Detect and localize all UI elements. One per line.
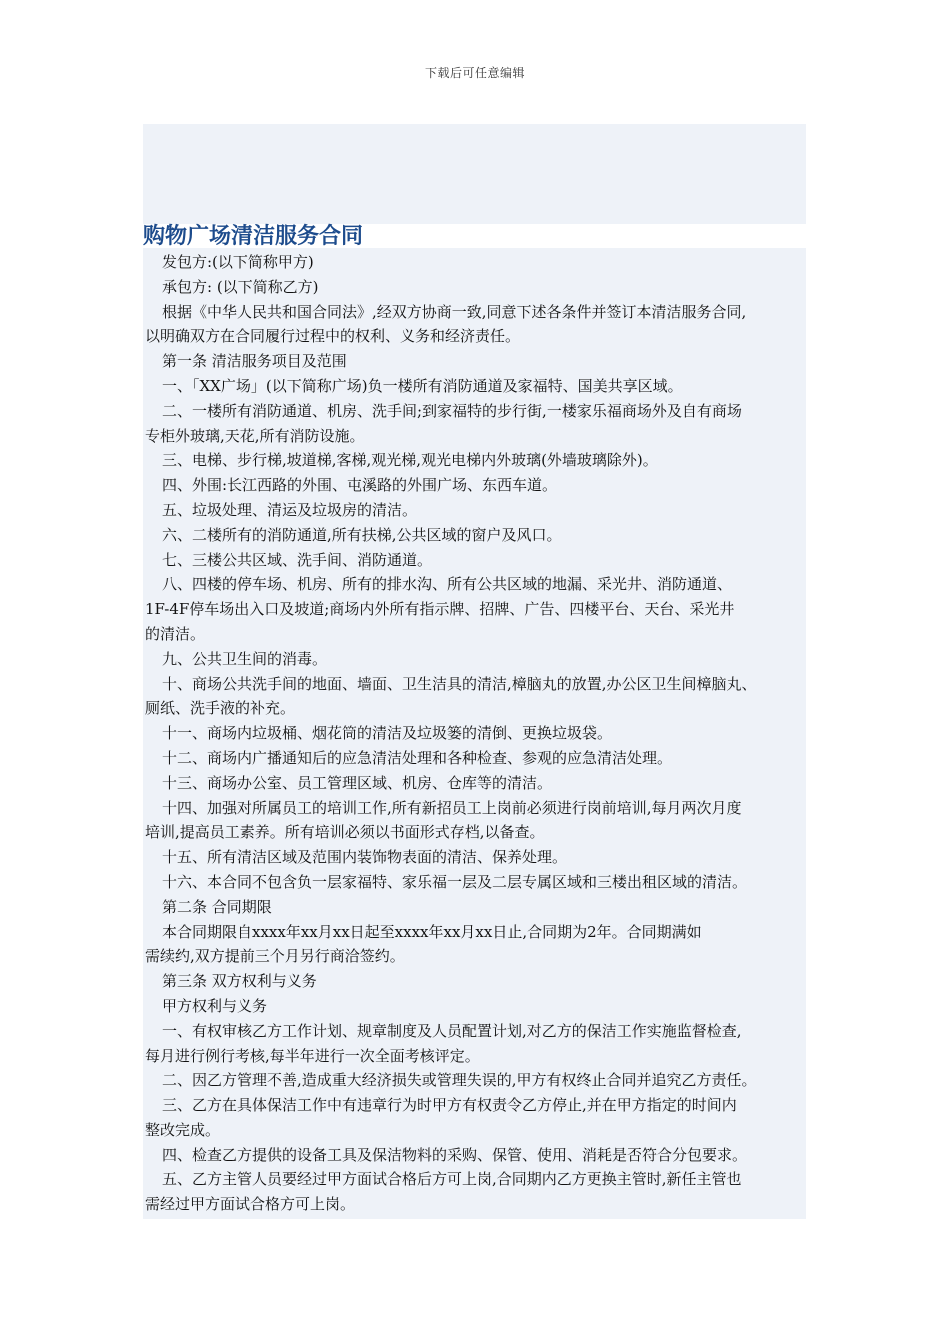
contract-paragraph: 四、检查乙方提供的设备工具及保洁物料的采购、保管、使用、消耗是否符合分包要求。 [162, 1145, 748, 1164]
contract-paragraph: 一、「XX广场」(以下简称广场)负一楼所有消防通道及家福特、国美共享区域。 [162, 376, 683, 395]
contract-paragraph: 第二条 合同期限 [162, 897, 272, 916]
contract-paragraph: 四、外围:长江西路的外围、屯溪路的外围广场、东西车道。 [162, 476, 558, 495]
contract-paragraph: 七、三楼公共区域、洗手间、消防通道。 [162, 550, 433, 569]
contract-paragraph: 承包方: (以下简称乙方) [162, 277, 319, 296]
contract-paragraph: 十三、商场办公室、员工管理区域、机房、仓库等的清洁。 [162, 773, 553, 792]
contract-paragraph: 一、有权审核乙方工作计划、规章制度及人员配置计划,对乙方的保洁工作实施监督检查, 每月进行例行考核,每半年进行一次全面考核评定。 [145, 1021, 742, 1065]
contract-paragraph: 二、因乙方管理不善,造成重大经济损失或管理失误的,甲方有权终止合同并追究乙方责任。 [162, 1071, 757, 1090]
page-header-note: 下载后可任意编辑 [424, 66, 525, 80]
contract-paragraph: 十六、本合同不包含负一层家福特、家乐福一层及二层专属区域和三楼出租区域的清洁。 [162, 872, 748, 891]
contract-paragraph: 十四、加强对所属员工的培训工作,所有新招员工上岗前必须进行岗前培训,每月两次月度 培训,提高员工素养。所有培训必须以书面形式存档,以备查。 [145, 798, 742, 842]
contract-paragraph: 五、垃圾处理、清运及垃圾房的清洁。 [162, 500, 418, 519]
contract-paragraph: 六、二楼所有的消防通道,所有扶梯,公共区域的窗户及风口。 [162, 525, 562, 544]
contract-paragraph: 十一、商场内垃圾桶、烟花筒的清洁及垃圾篓的清倒、更换垃圾袋。 [162, 724, 613, 743]
contract-paragraph: 本合同期限自xxxx年xx月xx日起至xxxx年xx月xx日止,合同期为2年。合同期满如 需续约,双方提前三个月另行商洽签约。 [145, 922, 702, 966]
contract-paragraph: 十二、商场内广播通知后的应急清洁处理和各种检查、参观的应急清洁处理。 [162, 748, 673, 767]
contract-paragraph: 二、一楼所有消防通道、机房、洗手间;到家福特的步行街,一楼家乐福商场外及自有商场 专柜外玻璃,天花,所有消防设施。 [145, 401, 742, 445]
contract-paragraph: 第一条 清洁服务项目及范围 [162, 352, 347, 371]
contract-paragraph: 三、乙方在具体保洁工作中有违章行为时甲方有权责令乙方停止,并在甲方指定的时间内 整改完成。 [145, 1096, 737, 1139]
contract-paragraph: 甲方权利与义务 [162, 996, 268, 1015]
contract-paragraph: 第三条 双方权利与义务 [162, 972, 317, 991]
contract-paragraph: 根据《中华人民共和国合同法》,经双方协商一致,同意下述各条件并签订本清洁服务合同, 以明确双方在合同履行过程中的权利、义务和经济责任。 [145, 302, 747, 346]
document-title: 购物广场清洁服务合同 [143, 223, 364, 249]
contract-paragraph: 五、乙方主管人员要经过甲方面试合格后方可上岗,合同期内乙方更换主管时,新任主管也 需经过甲方面试合格方可上岗。 [145, 1170, 742, 1214]
contract-paragraph: 八、四楼的停车场、机房、所有的排水沟、所有公共区域的地漏、采光井、消防通道、 1F-4F停车场出入口及坡道;商场内外所有指示牌、招牌、广告、四楼平台、天台、采光井 的清洁。 [145, 575, 735, 643]
contract-paragraph: 九、公共卫生间的消毒。 [162, 649, 328, 668]
contract-paragraph: 三、电梯、步行梯,坡道梯,客梯,观光梯,观光电梯内外玻璃(外墙玻璃除外)。 [162, 451, 658, 470]
top-background-band [143, 124, 806, 224]
contract-paragraph: 十、商场公共洗手间的地面、墙面、卫生洁具的清洁,樟脑丸的放置,办公区卫生间樟脑丸、 厕纸、洗手液的补充。 [145, 674, 757, 718]
contract-body [145, 250, 815, 1217]
contract-paragraph: 十五、所有清洁区域及范围内装饰物表面的清洁、保养处理。 [162, 848, 568, 867]
contract-paragraph: 发包方:(以下简称甲方) [162, 253, 314, 271]
